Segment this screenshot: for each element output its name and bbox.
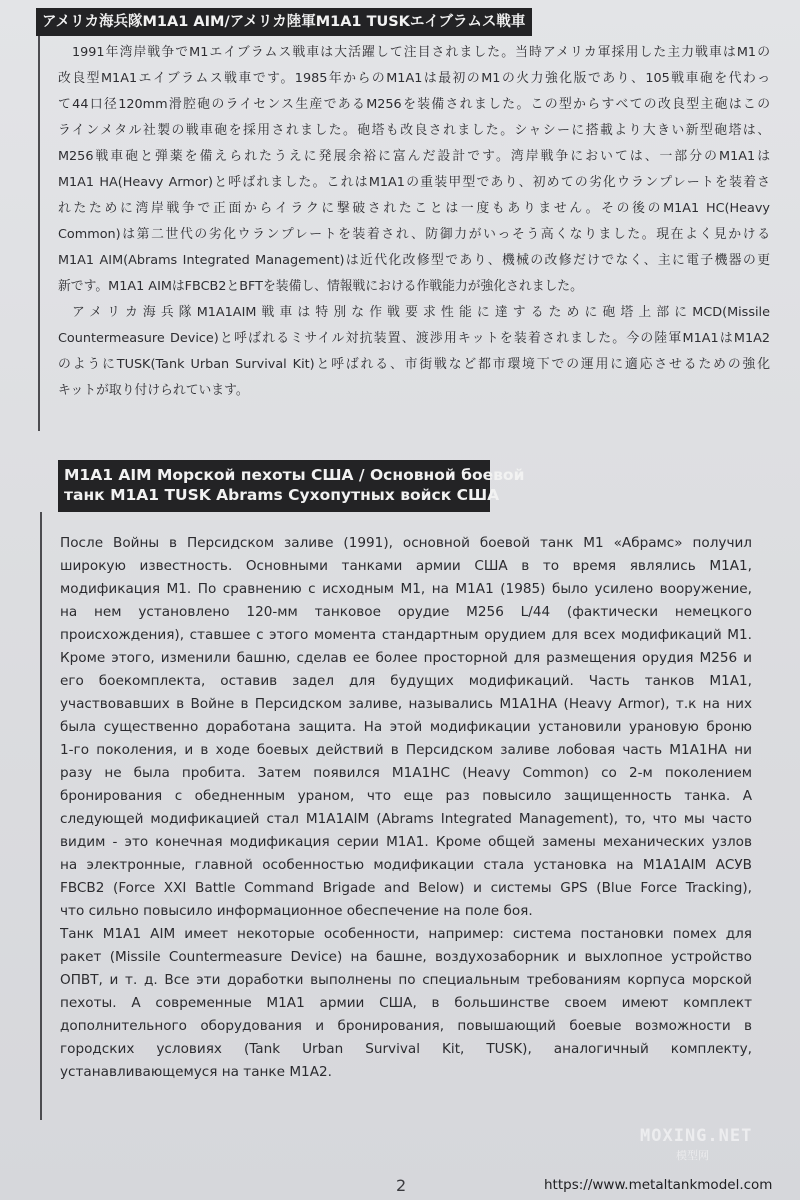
- japanese-text-line: Countermeasure Device)と呼ばれるミサイル対抗装置、渡渉用キットを装着されました。今の陸軍M1A1はM1A2: [58, 331, 770, 346]
- russian-text-line: была существенно доработана защита. На этой модификации установили урановую броню: [60, 719, 752, 735]
- russian-text-line: устанавливающемуся на танке M1A2.: [60, 1064, 332, 1080]
- russian-text-line: пехоты. А современные M1A1 армии США, в большинстве своем имеют комплект: [60, 995, 752, 1011]
- russian-text-line: ОПВТ, и т. д. Все эти доработки выполнены по специальным требованиям корпуса морской: [60, 972, 752, 988]
- japanese-text-line: て44口径120mm滑腔砲のライセンス生産であるM256を装備されました。この型からすべての改良型主砲はこの: [58, 97, 770, 112]
- russian-text-line: участвовавших в Войне в Персидском заливе, назывались М1А1НА (Heavy Armor), т.к на них: [60, 696, 752, 712]
- japanese-section-heading: アメリカ海兵隊M1A1 AIM/アメリカ陸軍M1A1 TUSKエイブラムス戦車: [36, 8, 532, 36]
- russian-text-line: Танк M1A1 AIM имеет некоторые особенности, например: система постановки помех для: [60, 926, 752, 942]
- japanese-text-line: M256戦車砲と弾薬を備えられたうえに発展余裕に富んだ設計です。湾岸戦争においては、一部分のM1A1は: [58, 149, 770, 164]
- russian-text-line: FBCB2 (Force XXI Battle Command Brigade and Below) и системы GPS (Blue Force Tracking),: [60, 880, 752, 896]
- japanese-text-line: アメリカ海兵隊M1A1AIM戦車は特別な作戦要求性能に達するために砲塔上部にMCD(Missile: [72, 305, 770, 320]
- russian-text-line: Кроме этого, изменили башню, сделав ее более просторной для размещения орудия М256 и: [60, 650, 752, 666]
- japanese-text-line: ラインメタル社製の戦車砲を採用されました。砲塔も改良されました。シャシーに搭載より大きい新型砲塔は、: [58, 123, 770, 138]
- russian-text-line: видим - это конечная модификация серии М1А1. Кроме общей замены механических узлов: [60, 834, 752, 850]
- japanese-text-line: M1A1 AIM(Abrams Integrated Management)は近代化改修型であり、機械の改修だけでなく、主に電子機器の更: [58, 253, 770, 268]
- russian-section-body: [60, 532, 752, 1084]
- russian-text-line: на электронные, главной особенностью модификации стала установка на М1А1AIM АСУВ: [60, 857, 752, 873]
- russian-text-line: дополнительного оборудования и бронирования, повышающий боевые возможности в: [60, 1018, 752, 1034]
- russian-text-line: разу не была пробита. Затем появился M1A1HC (Heavy Common) со 2-м поколением: [60, 765, 752, 781]
- russian-heading-line-1: M1A1 AIM Морской пехоты США / Основной боевой: [64, 466, 525, 484]
- watermark-subtitle: 模型网: [676, 1149, 709, 1162]
- japanese-section-left-rule: [38, 36, 40, 431]
- russian-text-line: на нем установлено 120-мм танковое орудие М256 L/44 (фактически немецкого: [60, 604, 752, 620]
- japanese-text-line: 新です。M1A1 AIMはFBCB2とBFTを装備し、情報戦における作戦能力が強化されました。: [58, 279, 583, 294]
- russian-section-left-rule: [40, 512, 42, 1120]
- japanese-text-line: M1A1 HA(Heavy Armor)と呼ばれました。これはM1A1の重装甲型であり、初めての劣化ウランプレートを装着さ: [58, 175, 770, 190]
- site-url-overlay: https://www.metaltankmodel.com: [544, 1177, 773, 1193]
- russian-text-line: его боекомплекта, оставив задел для будущих модификаций. Часть танков М1А1,: [60, 673, 752, 689]
- russian-text-line: бронирования с обедненным ураном, что еще раз повысило защищенность танка. А: [60, 788, 752, 804]
- russian-text-line: ракет (Missile Countermeasure Device) на башне, воздухозаборник и выхлопное устройство: [60, 949, 752, 965]
- russian-text-line: городских условиях (Tank Urban Survival Kit, TUSK), аналогичный комплекту,: [60, 1041, 752, 1057]
- russian-text-line: следующей модификацией стал М1А1AIM (Abrams Integrated Management), то, что мы часто: [60, 811, 752, 827]
- russian-text-line: происхождения), ставшее с этого момента стандартным орудием для всех модификаций М1.: [60, 627, 752, 643]
- russian-text-line: После Войны в Персидском заливе (1991), основной боевой танк М1 «Абрамс» получил: [60, 535, 752, 551]
- russian-text-line: широкую известность. Основными танками армии США в то время являлись М1А1,: [60, 558, 752, 574]
- japanese-text-line: 改良型M1A1エイブラムス戦車です。1985年からのM1A1は最初のM1の火力強化版であり、105戦車砲を代わっ: [58, 71, 770, 86]
- japanese-text-line: Common)は第二世代の劣化ウランプレートを装着され、防御力がいっそう高くなりました。現在よく見かける: [58, 227, 770, 242]
- russian-heading-line-2: танк M1A1 TUSK Abrams Сухопутных войск США: [64, 486, 500, 504]
- japanese-text-line: 1991年湾岸戦争でM1エイブラムス戦車は大活躍して注目されました。当時アメリカ軍採用した主力戦車はM1の: [72, 45, 770, 60]
- russian-text-line: что сильно повысило информационное обеспечение на поле боя.: [60, 903, 533, 919]
- japanese-section-body: [58, 40, 770, 404]
- page-number: 2: [396, 1176, 407, 1195]
- watermark-logo: MOXING.NET: [640, 1126, 753, 1146]
- japanese-text-line: キットが取り付けられています。: [58, 383, 249, 398]
- japanese-text-line: れたために湾岸戦争で正面からイラクに撃破されたことは一度もありません。その後のM1A1 HC(Heavy: [58, 201, 770, 216]
- russian-section-heading: [58, 460, 525, 512]
- russian-text-line: модификация М1. По сравнению с исходным М1, на М1А1 (1985) было усилено вооружение,: [60, 581, 752, 597]
- japanese-text-line: のようにTUSK(Tank Urban Survival Kit)と呼ばれる、市街戦など都市環境下での運用に適応させるための強化: [58, 357, 770, 372]
- russian-text-line: 1-го поколения, и в ходе боевых действий в Персидском заливе лобовая часть М1А1НА ни: [60, 742, 752, 758]
